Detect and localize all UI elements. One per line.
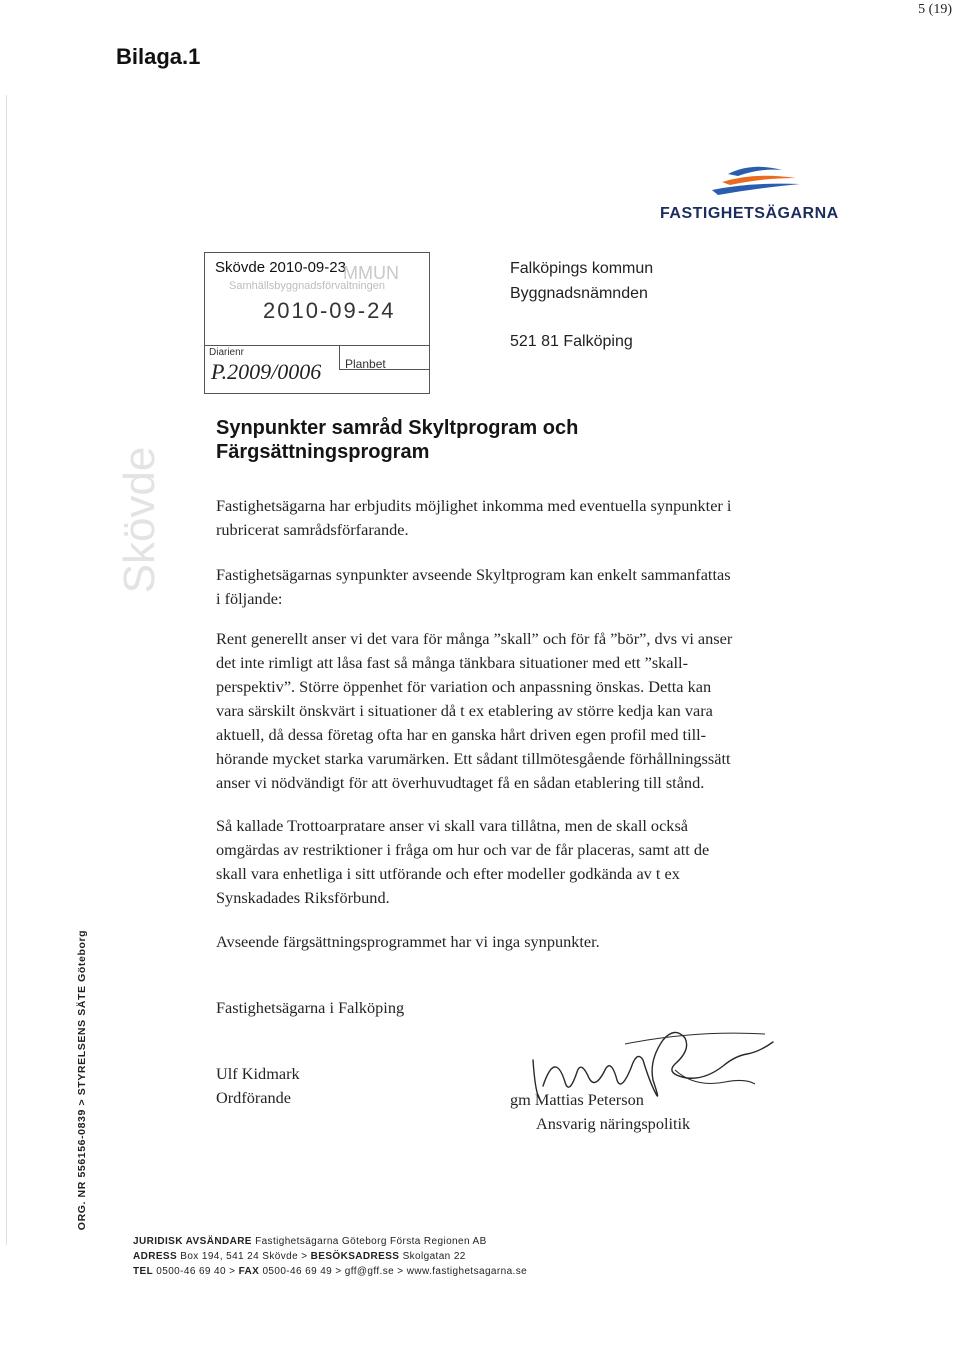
text-line: Synskadades Riksförbund. xyxy=(216,888,390,907)
recipient-line2: Byggnadsnämnden xyxy=(510,285,648,302)
footer-line xyxy=(133,1249,527,1264)
stamp-received-date: 2010-09-24 xyxy=(263,298,396,323)
footer-text: Skolgatan 22 xyxy=(402,1251,466,1262)
letter-footer xyxy=(133,1234,527,1279)
text-line: Fastighetsägarnas synpunkter avseende Skyltprogram kan enkelt sammanfattas xyxy=(216,565,731,584)
stamp-plan-label: Planbet xyxy=(345,357,386,371)
text-line: Så kallade Trottoarpratare anser vi skall vara tillåtna, men de skall också xyxy=(216,816,689,835)
text-line: aktuell, då dessa företag ofta har en ganska hårt driven egen profil med till- xyxy=(216,725,707,744)
text-line: Avseende färgsättningsprogrammet har vi inga synpunkter. xyxy=(216,932,600,951)
paragraph-trottoarpratare xyxy=(216,814,796,910)
page-number: 5 (19) xyxy=(918,2,952,17)
attachment-label: Bilaga.1 xyxy=(116,44,201,69)
side-registration: ORG. NR 556156-0839 > STYRELSENS SÄTE Göteborg xyxy=(76,929,88,1231)
received-stamp xyxy=(204,252,430,394)
text-line: anser vi nödvändigt för att överhuvudtaget få en sådan etablering till stånd. xyxy=(216,773,705,792)
text-line: Fastighetsägarna har erbjudits möjlighet inkomma med eventuella synpunkter i xyxy=(216,496,732,515)
title-line: Färgsättningsprogram xyxy=(216,441,430,463)
footer-label: TEL xyxy=(133,1266,154,1277)
footer-text: 0500-46 69 40 > xyxy=(156,1266,236,1277)
recipient-address: 521 81 Falköping xyxy=(510,333,633,350)
text-line: rubricerat samrådsförfarande. xyxy=(216,520,409,539)
text-line: perspektiv”. Större öppenhet för variation och anpassning önskas. Detta kan xyxy=(216,677,712,696)
stamp-ghost-text: MMUN xyxy=(343,263,399,283)
text-line: omgärdas av restriktioner i fråga om hur och var de får placeras, samt att de xyxy=(216,840,710,859)
left-margin-line xyxy=(6,95,7,1245)
paragraph-skall xyxy=(216,627,796,795)
waves-logo-icon xyxy=(700,160,810,200)
footer-label: FAX xyxy=(238,1266,260,1277)
footer-label: BESÖKSADRESS xyxy=(310,1251,400,1262)
footer-text: Fastighetsägarna Göteborg Första Regionen AB xyxy=(255,1236,487,1247)
footer-text: Box 194, 541 24 Skövde > xyxy=(180,1251,308,1262)
signoff-name2: gm Mattias Peterson xyxy=(510,1090,644,1109)
stamp-city-date: Skövde 2010-09-23 xyxy=(215,259,346,276)
stamp-diarie-label: Diarienr xyxy=(209,347,245,358)
paragraph-fargsattning xyxy=(216,930,796,954)
footer-label: JURIDISK AVSÄNDARE xyxy=(133,1236,252,1247)
signoff-org: Fastighetsägarna i Falköping xyxy=(216,998,405,1017)
stamp-department: Samhällsbyggnadsförvaltningen xyxy=(229,280,385,292)
text-line: skall vara enhetliga i sitt utförande och efter modeller godkända av t ex xyxy=(216,864,680,883)
signoff-role1: Ordförande xyxy=(216,1088,292,1107)
text-line: i följande: xyxy=(216,589,283,608)
footer-label: ADRESS xyxy=(133,1251,178,1262)
footer-line xyxy=(133,1234,527,1249)
stamp-divider-vertical xyxy=(339,345,340,369)
side-watermark: Skövde xyxy=(115,446,164,594)
brand-name: FASTIGHETSÄGARNA xyxy=(660,205,839,222)
text-line: vara särskilt önskvärt i situationer då t ex etablering av större kedja kan vara xyxy=(216,701,713,720)
text-line: det inte rimligt att låsa fast så många tänkbara situationer med ett ”skall- xyxy=(216,653,688,672)
signoff-name1: Ulf Kidmark xyxy=(216,1064,300,1083)
stamp-divider xyxy=(205,345,429,346)
paragraph-intro xyxy=(216,494,796,542)
stamp-diarie-number: P.2009/0006 xyxy=(211,359,322,384)
letter-title xyxy=(216,416,578,464)
text-line: hörande mycket starka varumärken. Ett sådant tillmötesgående förhållningssätt xyxy=(216,749,731,768)
recipient-line1: Falköpings kommun xyxy=(510,260,654,277)
footer-line xyxy=(133,1264,527,1279)
paragraph-summary xyxy=(216,563,796,611)
text-line: Rent generellt anser vi det vara för många ”skall” och för få ”bör”, dvs vi anser xyxy=(216,629,733,648)
footer-text: 0500-46 69 49 > gff@gff.se > www.fastighetsagarna.se xyxy=(262,1266,528,1277)
title-line: Synpunkter samråd Skyltprogram och xyxy=(216,417,579,439)
signoff-role2: Ansvarig näringspolitik xyxy=(536,1114,691,1133)
